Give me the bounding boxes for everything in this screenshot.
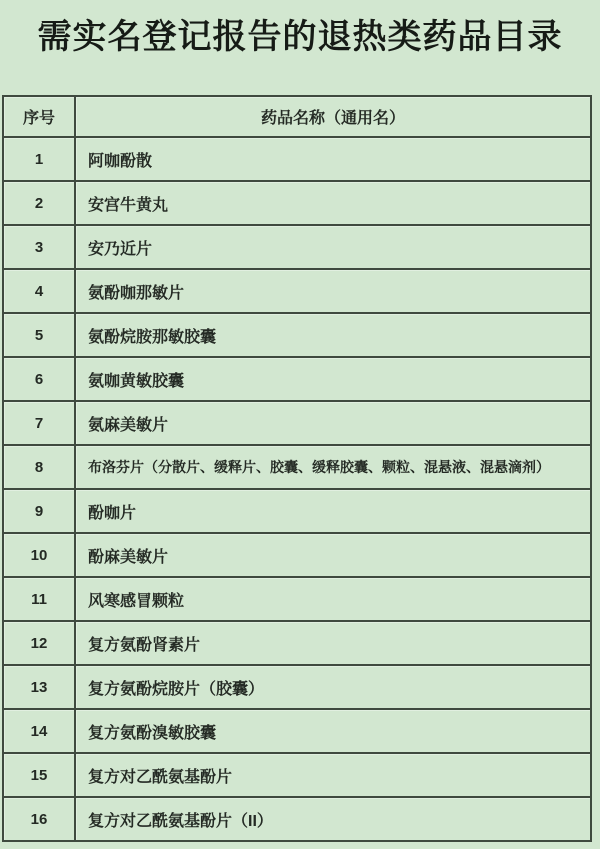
page-title: 需实名登记报告的退热类药品目录 (37, 19, 563, 56)
row-drug-name: 氨咖黄敏胶囊 (75, 357, 591, 401)
row-drug-name: 复方氨酚烷胺片（胶囊） (75, 665, 591, 709)
row-index: 11 (3, 577, 75, 621)
row-index: 7 (3, 401, 75, 445)
row-index: 8 (3, 445, 75, 489)
row-index: 16 (3, 797, 75, 841)
row-drug-name: 复方对乙酰氨基酚片 (75, 753, 591, 797)
table-row (3, 533, 591, 577)
row-index: 15 (3, 753, 75, 797)
row-index: 12 (3, 621, 75, 665)
table-row (3, 797, 591, 841)
row-drug-name: 酚咖片 (75, 489, 591, 533)
table-row (3, 137, 591, 181)
row-drug-name: 氨酚烷胺那敏胶囊 (75, 313, 591, 357)
row-index: 2 (3, 181, 75, 225)
table-row (3, 357, 591, 401)
table-row (3, 709, 591, 753)
row-drug-name: 布洛芬片（分散片、缓释片、胶囊、缓释胶囊、颗粒、混悬液、混悬滴剂） (75, 445, 591, 489)
table-row (3, 665, 591, 709)
row-index: 9 (3, 489, 75, 533)
drug-catalog-table (2, 95, 592, 842)
table-row (3, 489, 591, 533)
table-row (3, 445, 591, 489)
row-drug-name: 复方对乙酰氨基酚片（II） (75, 797, 591, 841)
row-index: 14 (3, 709, 75, 753)
drug-table-body (3, 137, 591, 841)
header-cell-index: 序号 (3, 96, 75, 137)
table-row (3, 753, 591, 797)
header-row (3, 96, 591, 137)
row-index: 6 (3, 357, 75, 401)
row-index: 1 (3, 137, 75, 181)
row-drug-name: 酚麻美敏片 (75, 533, 591, 577)
row-index: 13 (3, 665, 75, 709)
row-drug-name: 安宫牛黄丸 (75, 181, 591, 225)
table-row (3, 577, 591, 621)
table-row (3, 401, 591, 445)
row-drug-name: 氨酚咖那敏片 (75, 269, 591, 313)
row-drug-name: 风寒感冒颗粒 (75, 577, 591, 621)
row-drug-name: 复方氨酚肾素片 (75, 621, 591, 665)
row-drug-name: 复方氨酚溴敏胶囊 (75, 709, 591, 753)
header-cell-drug-name: 药品名称（通用名） (75, 96, 591, 137)
table-row (3, 181, 591, 225)
row-drug-name: 氨麻美敏片 (75, 401, 591, 445)
table-header (3, 96, 591, 137)
table-row (3, 313, 591, 357)
row-drug-name: 安乃近片 (75, 225, 591, 269)
table-row (3, 225, 591, 269)
row-index: 5 (3, 313, 75, 357)
row-index: 3 (3, 225, 75, 269)
table-row (3, 269, 591, 313)
table-row (3, 621, 591, 665)
row-drug-name: 阿咖酚散 (75, 137, 591, 181)
row-index: 4 (3, 269, 75, 313)
row-index: 10 (3, 533, 75, 577)
